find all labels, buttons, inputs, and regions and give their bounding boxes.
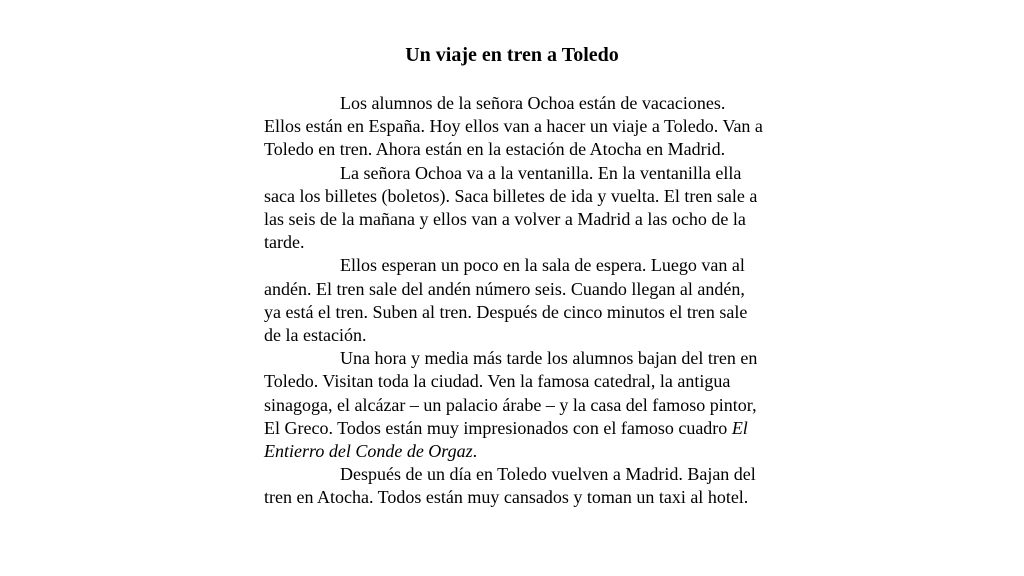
paragraph-4-text: Una hora y media más tarde los alumnos bajan del tren en Toledo. Visitan toda la ciudad. Ven la famosa catedral, la antigua sinagoga, el alcázar – un palacio árabe – y la casa del famoso pintor, El Greco. Todos están muy impresionados con el famoso cuadro [264, 348, 758, 438]
paragraph-2: La señora Ochoa va a la ventanilla. En la ventanilla ella saca los billetes (boletos). Saca billetes de ida y vuelta. El tren sale a las seis de la mañana y ellos van a volver a Madrid a las ocho de la tarde. [264, 162, 758, 253]
paragraph-4-end: . [472, 441, 478, 462]
paragraph-3: Ellos esperan un poco en la sala de espera. Luego van al andén. El tren sale del andén número seis. Cuando llegan al andén, ya está el tren. Suben al tren. Después de cinco minutos el tren sale de la estación. [264, 255, 748, 346]
document-title: Un viaje en tren a Toledo [405, 44, 619, 66]
paragraph-5: Después de un día en Toledo vuelven a Madrid. Bajan del tren en Atocha. Todos están muy cansados y toman un taxi al hotel. [264, 464, 756, 508]
paragraph-4 [264, 347, 764, 463]
document-body [264, 92, 764, 510]
paragraph-1: Los alumnos de la señora Ochoa están de vacaciones. Ellos están en España. Hoy ellos van a hacer un viaje a Toledo. Van a Toledo en tren. Ahora están en la estación de Atocha en Madrid. [264, 93, 763, 160]
painting-title: El Entierro del Conde de Orgaz [264, 417, 748, 462]
